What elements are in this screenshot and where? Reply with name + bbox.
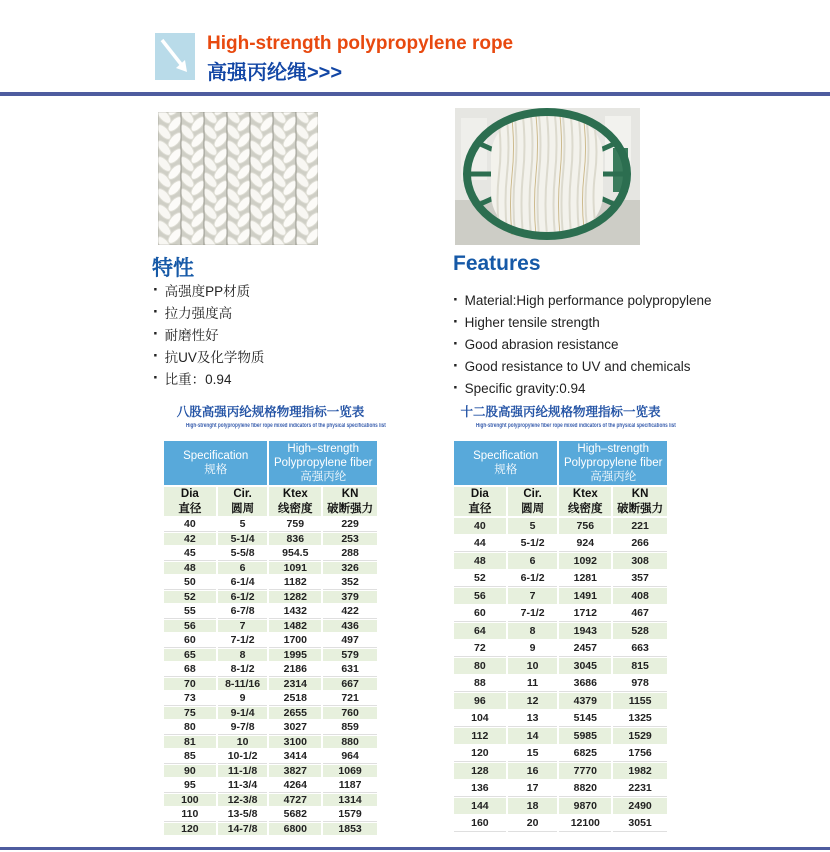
bullet-icon: · [153,324,159,343]
feature-item: · Higher tensile strength [453,312,600,331]
table-row: 56 7 1491 408 [454,588,667,604]
table-row: 40 5 759 229 [164,518,377,531]
col-cir: Cir. 圆周 [508,487,558,516]
table-row: 120 15 6825 1756 [454,746,667,762]
top-divider [0,92,830,96]
table-row: 72 9 2457 663 [454,641,667,657]
col-cir: Cir. 圆周 [218,487,268,516]
table-row: 110 13-5/8 5682 1579 [164,808,377,821]
col-ktex: Ktex 线密度 [559,487,611,516]
table-row: 136 17 8820 2231 [454,781,667,797]
table-row: 42 5-1/4 836 253 [164,533,377,546]
table-row: 65 8 1995 579 [164,649,377,662]
feature-item: · 耐磨性好 [153,324,219,343]
table-row: 81 10 3100 880 [164,736,377,749]
features-title-zh: 特性 [152,257,194,280]
fiber-group-header: High–strength Polypropylene fiber 高强丙纶 [269,441,377,485]
table-row: 112 14 5985 1529 [454,728,667,744]
diagonal-arrow-icon [155,33,195,80]
table-row: 52 6-1/2 1281 357 [454,571,667,587]
table-row: 144 18 9870 2490 [454,798,667,814]
table-row: 104 13 5145 1325 [454,711,667,727]
table-subtitle-8-strand: High-strenght polypropylene fiber rope mixed indicators of the physical specifications list [185,423,386,429]
table-row: 52 6-1/2 1282 379 [164,591,377,604]
table-row: 100 12-3/8 4727 1314 [164,794,377,807]
table-row: 48 6 1092 308 [454,553,667,569]
table-row: 90 11-1/8 3827 1069 [164,765,377,778]
table-row: 60 7-1/2 1712 467 [454,606,667,622]
table-row: 96 12 4379 1155 [454,693,667,709]
feature-item: · 比重：0.94 [153,368,232,387]
col-dia: Dia 直径 [454,487,506,516]
table-row: 64 8 1943 528 [454,623,667,639]
table-row: 128 16 7770 1982 [454,763,667,779]
table-column-header [454,487,667,516]
page-title-zh: 高强丙纶绳>>> [207,62,343,84]
table-row: 45 5-5/8 954.5 288 [164,547,377,560]
feature-item: · Specific gravity:0.94 [453,378,586,397]
bullet-icon: · [153,302,159,321]
table-12-strand [452,402,676,833]
bullet-icon: · [153,280,159,299]
table-column-header [164,487,377,516]
bottom-divider [0,847,830,850]
features-list-zh [153,279,264,389]
fiber-group-header: High–strength Polypropylene fiber 高强丙纶 [559,441,667,485]
rope-spool-photo [455,108,640,245]
table-row: 40 5 756 221 [454,518,667,534]
bullet-icon: · [453,356,459,375]
table-group-header [164,441,377,485]
table-row: 75 9-1/4 2655 760 [164,707,377,720]
bullet-icon: · [453,334,459,353]
col-dia: Dia 直径 [164,487,216,516]
bullet-icon: · [453,312,459,331]
table-row: 44 5-1/2 924 266 [454,536,667,552]
page-title-en: High-strength polypropylene rope [207,33,514,54]
table-row: 80 10 3045 815 [454,658,667,674]
braided-rope-photo [158,112,318,245]
table-row: 68 8-1/2 2186 631 [164,663,377,676]
bullet-icon: · [153,346,159,365]
features-list-en [453,289,712,399]
spec-group-header: Specification 规格 [164,441,267,485]
feature-item: · Good resistance to UV and chemicals [453,356,691,375]
feature-item: · 抗UV及化学物质 [153,346,265,365]
feature-item: · Good abrasion resistance [453,334,619,353]
features-title-en: Features [453,252,541,275]
feature-item: · 高强度PP材质 [153,280,251,299]
bullet-icon: · [153,368,159,387]
table-row: 48 6 1091 326 [164,562,377,575]
table-row: 55 6-7/8 1432 422 [164,605,377,618]
table-row: 60 7-1/2 1700 497 [164,634,377,647]
bullet-icon: · [453,378,459,397]
col-kn: KN 破断强力 [613,487,667,516]
col-ktex: Ktex 线密度 [269,487,321,516]
table-title-8-strand: 八股高强丙纶规格物理指标一览表 [176,405,365,419]
spec-group-header: Specification 规格 [454,441,557,485]
feature-item: · 拉力强度高 [153,302,233,321]
table-row: 120 14-7/8 6800 1853 [164,823,377,836]
table-row: 160 20 12100 3051 [454,816,667,832]
table-8-strand [162,402,386,837]
table-title-12-strand: 十二股高强丙纶规格物理指标一览表 [460,405,661,419]
bullet-icon: · [453,290,459,309]
table-row: 56 7 1482 436 [164,620,377,633]
table-row: 88 11 3686 978 [454,676,667,692]
table-row: 95 11-3/4 4264 1187 [164,779,377,792]
table-row: 70 8-11/16 2314 667 [164,678,377,691]
table-row: 50 6-1/4 1182 352 [164,576,377,589]
table-group-header [454,441,667,485]
feature-item: · Material:High performance polypropylene [453,290,712,309]
table-subtitle-12-strand: High-strenght polypropylene fiber rope mixed indicators of the physical specifications list [475,423,676,429]
table-row: 85 10-1/2 3414 964 [164,750,377,763]
table-row: 73 9 2518 721 [164,692,377,705]
col-kn: KN 破断强力 [323,487,377,516]
table-row: 80 9-7/8 3027 859 [164,721,377,734]
